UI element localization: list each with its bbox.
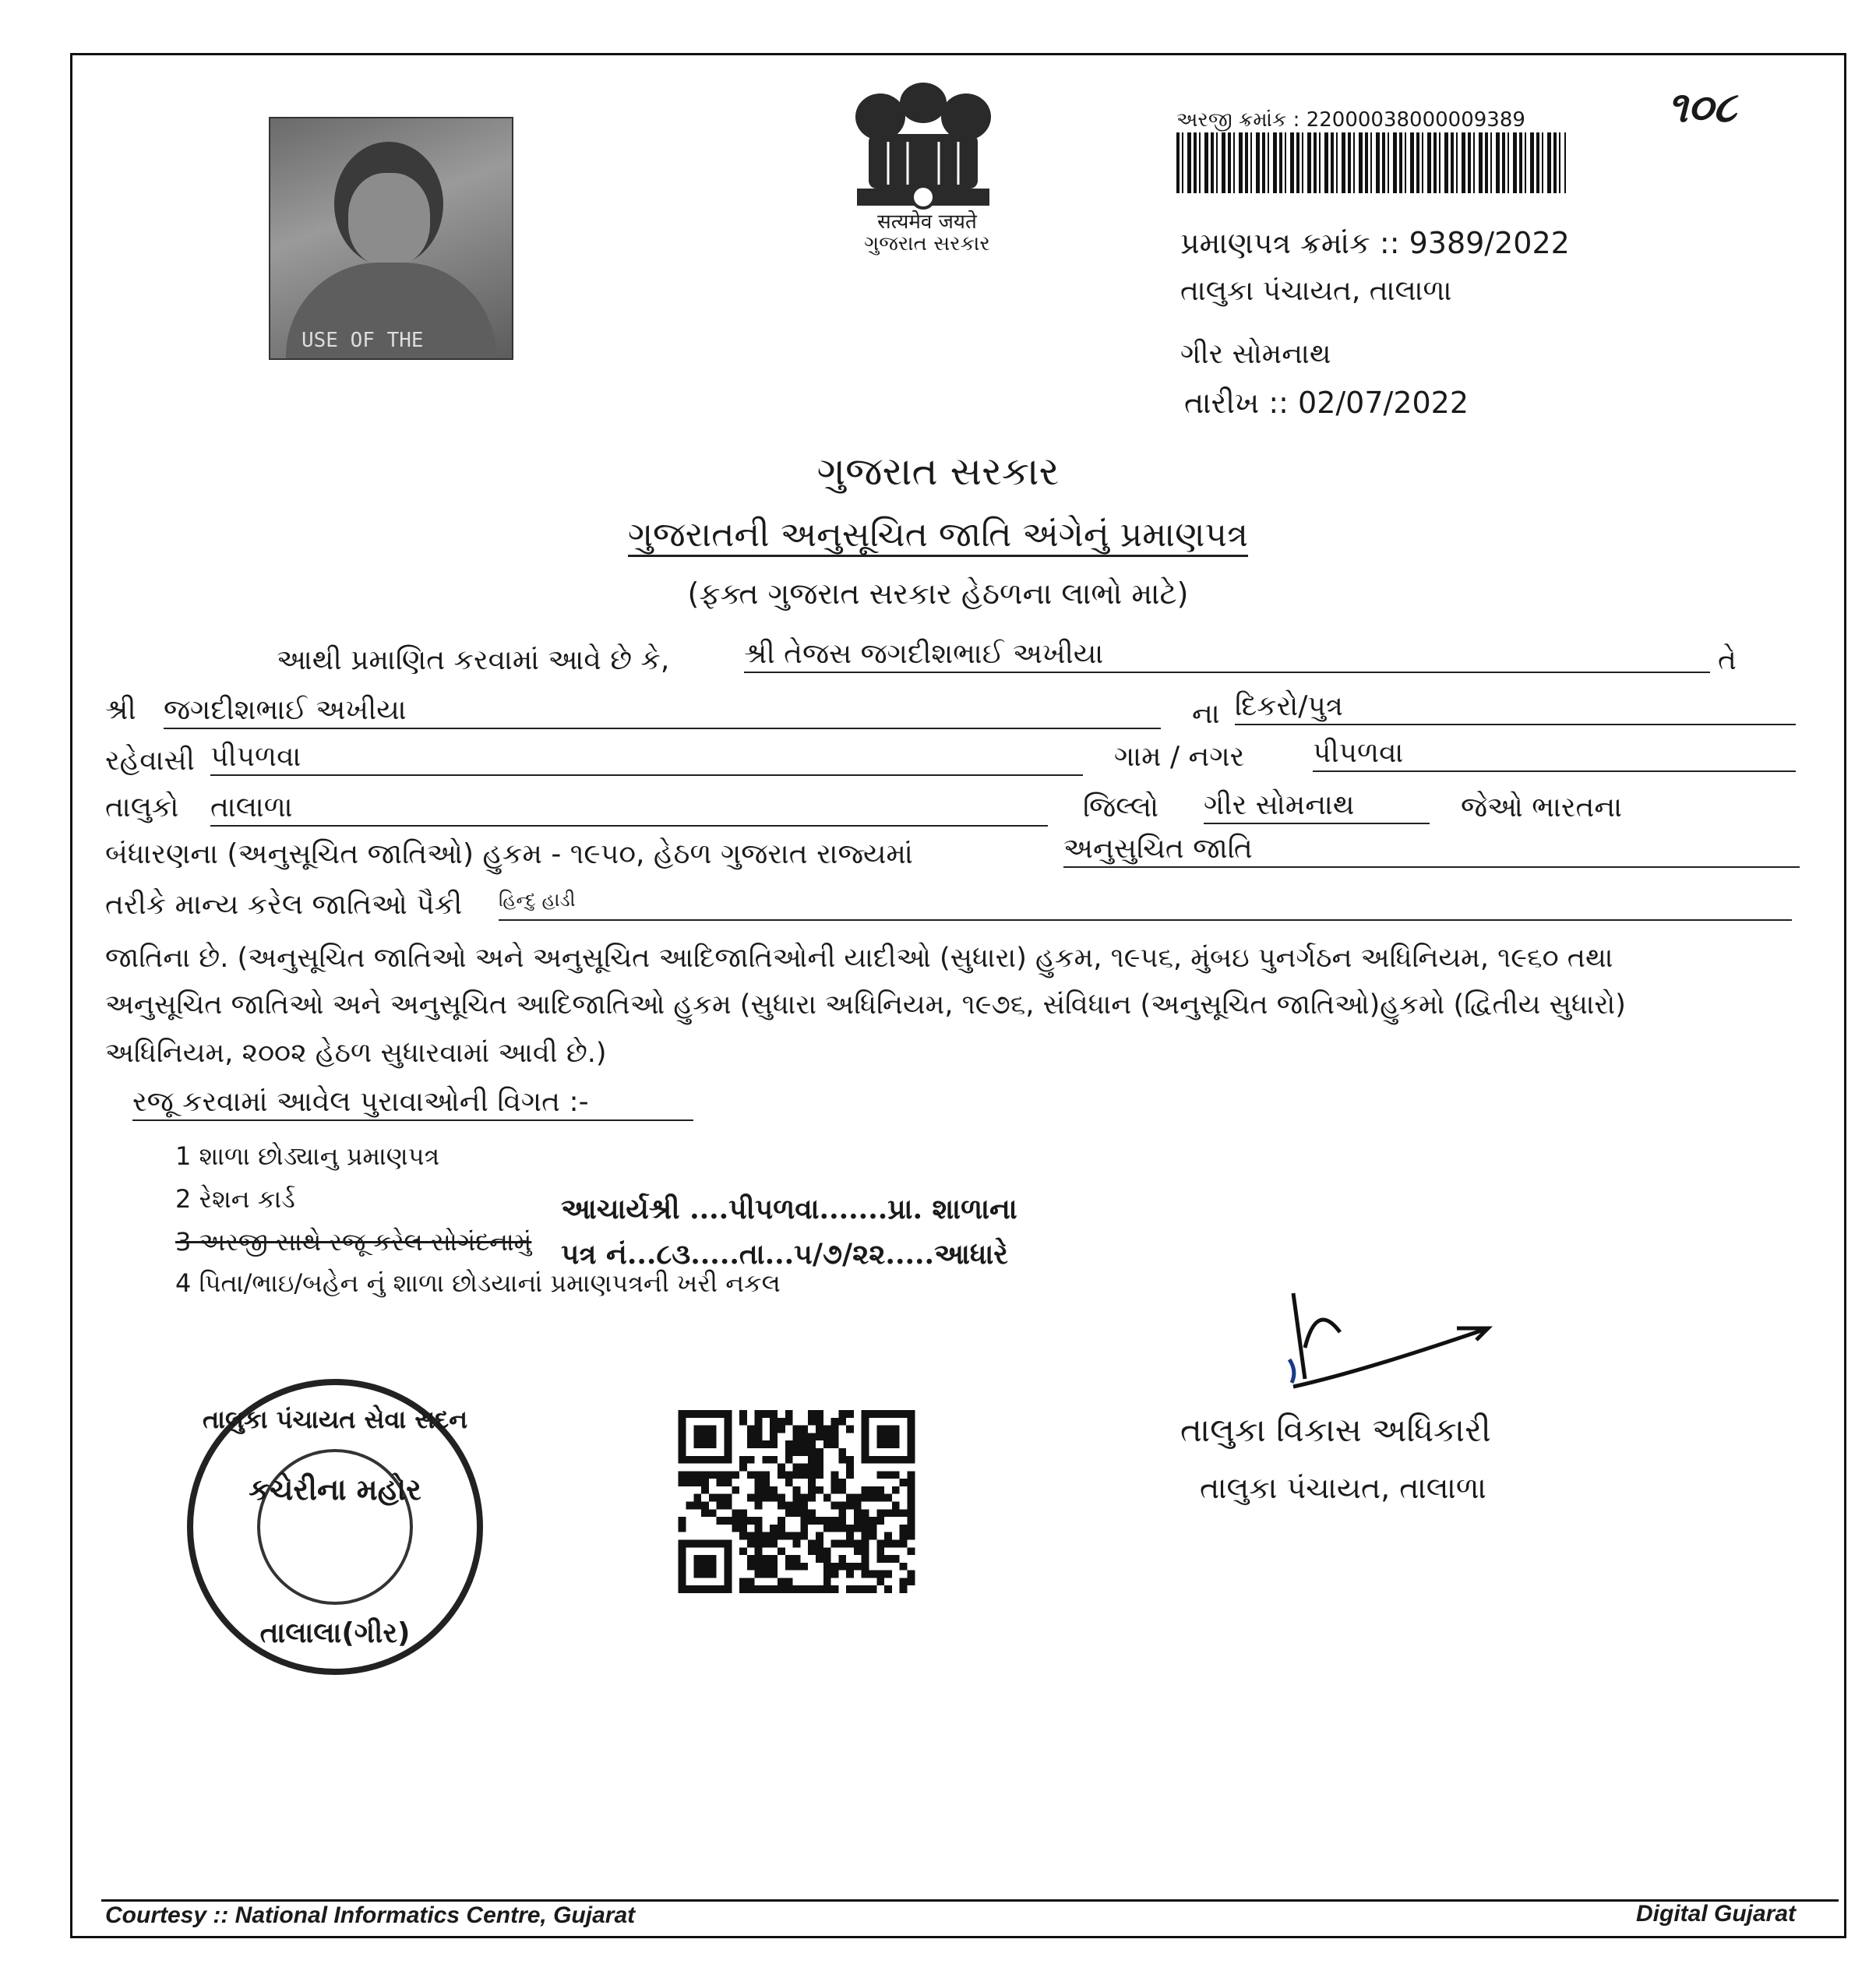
applicant-photo: USE OF THE: [269, 117, 513, 360]
evidence-item-2: 2 રેશન કાર્ડ: [175, 1184, 295, 1214]
signatory-title: તાલુકા વિકાસ અધિકારી: [1180, 1411, 1491, 1449]
seal-top-text: તાલુકા પંચાયત સેવા સદન: [202, 1405, 468, 1434]
certificate-title: ગુજરાતની અનુસૂચિત જાતિ અંગેનું પ્રમાણપત્ર: [0, 518, 1876, 552]
handwritten-annotation-1: આચાર્યશ્રી ....પીપળવા.......પ્રા. શાળાના: [561, 1193, 1017, 1225]
issuing-office: તાલુકા પંચાયત, તાલાળા: [1180, 275, 1452, 307]
category-value: અનુસુચિત જાતિ: [1063, 832, 1800, 868]
taluka-value: તાલાળા: [210, 791, 1048, 827]
na-label: ના: [1192, 698, 1220, 730]
application-number: અરજી ક્રમાંક : 22000038000009389: [1176, 108, 1525, 132]
signature-icon: [1270, 1285, 1504, 1426]
father-name: જગદીશભાઈ અખીયા: [164, 693, 1161, 729]
handwritten-number: ૧૦૮: [1667, 82, 1737, 132]
applicant-name: શ્રી તેજસ જગદીશભાઈ અખીયા: [744, 637, 1710, 673]
government-heading: ગુજરાત સરકાર: [816, 449, 1060, 494]
emblem-motto: सत्यमेव जयते: [877, 210, 977, 234]
qr-code-icon: [678, 1410, 915, 1593]
paragraph-line-3: અધિનિયમ, ૨૦૦૨ હેઠળ સુધારવામાં આવી છે.): [105, 1038, 607, 1069]
evidence-item-1: 1 શાળા છોડ્યાનુ પ્રમાણપત્ર: [175, 1141, 440, 1171]
caste-value: હિન્દુ હાડી: [499, 880, 1792, 921]
te-label: તે: [1718, 644, 1737, 676]
handwritten-annotation-2: પત્ર નં...૮૩.....તા...૫/૭/૨૨.....આધારે: [561, 1238, 1008, 1271]
shri-label: શ્રી: [105, 694, 136, 726]
footer-brand: Digital Gujarat: [1636, 1901, 1797, 1927]
resident-label: રહેવાસી: [105, 745, 195, 777]
resident-value: પીપળવા: [210, 740, 1083, 776]
emblem-issuer: ગુજરાત સરકાર: [864, 232, 990, 256]
district-label: જિલ્લો: [1083, 792, 1159, 823]
evidence-item-3: 3 અરજી સાથે રજૂ કરેલ સોગંદનામું: [175, 1227, 532, 1257]
barcode: [1176, 132, 1566, 193]
seal-middle-text: કચેરીના મહોર: [249, 1472, 421, 1507]
evidence-heading: રજૂ કરવામાં આવેલ પુરાવાઓની વિગત :-: [132, 1085, 693, 1121]
certificate-number: પ્રમાણપત્ર ક્રમાંક :: 9389/2022: [1180, 226, 1570, 260]
who-india-text: જેઓ ભારતના: [1461, 792, 1623, 823]
issuing-district: ગીર સોમનાથ: [1180, 338, 1331, 370]
paragraph-line-2: અનુસૂચિત જાતિઓ અને અનુસૂચિત આદિજાતિઓ હુકમ (સુધારા અધિનિયમ, ૧૯૭૬, સંવિધાન (અનુસૂચિત જાતિઓ)હુકમો (દ્વિતીય સુધારો): [105, 989, 1626, 1021]
paragraph-line-1: જાતિના છે. (અનુસૂચિત જાતિઓ અને અનુસૂચિત આદિજાતિઓની યાદીઓ (સુધારા) હુકમ, ૧૯૫૬, મુંબઇ પુનર્ગઠન અધિનિયમ, ૧૯૬૦ તથા: [105, 943, 1613, 974]
taluka-label: તાલુકો: [105, 792, 179, 823]
seal-bottom-text: તાલાલા(ગીર): [259, 1617, 411, 1649]
village-label: ગામ / નગર: [1114, 741, 1245, 773]
district-value: ગીર સોમનાથ: [1204, 788, 1430, 824]
constitution-text: બંધારણના (અનુસૂચિત જાતિઓ) હુકમ - ૧૯૫૦, હેઠળ ગુજરાત રાજ્યમાં: [105, 838, 913, 870]
signatory-office: તાલુકા પંચાયત, તાલાળા: [1200, 1471, 1486, 1505]
evidence-item-4: 4 પિતા/ભાઇ/બહેન નું શાળા છોડયાનાં પ્રમાણપત્રની ખરી નકલ: [175, 1268, 781, 1298]
certificate-subtitle: (ફક્ત ગુજરાત સરકાર હેઠળના લાભો માટે): [687, 576, 1189, 611]
village-value: પીપળવા: [1313, 736, 1796, 772]
footer-courtesy: Courtesy :: National Informatics Centre, Gujarat: [105, 1902, 636, 1928]
intro-text: આથી પ્રમાણિત કરવામાં આવે છે કે,: [277, 644, 670, 676]
relation-value: દિકરો/પુત્ર: [1235, 689, 1796, 725]
certificate-date: તારીખ :: 02/07/2022: [1184, 386, 1469, 420]
recognised-text: તરીકે માન્ય કરેલ જાતિઓ પૈકી: [105, 889, 463, 921]
